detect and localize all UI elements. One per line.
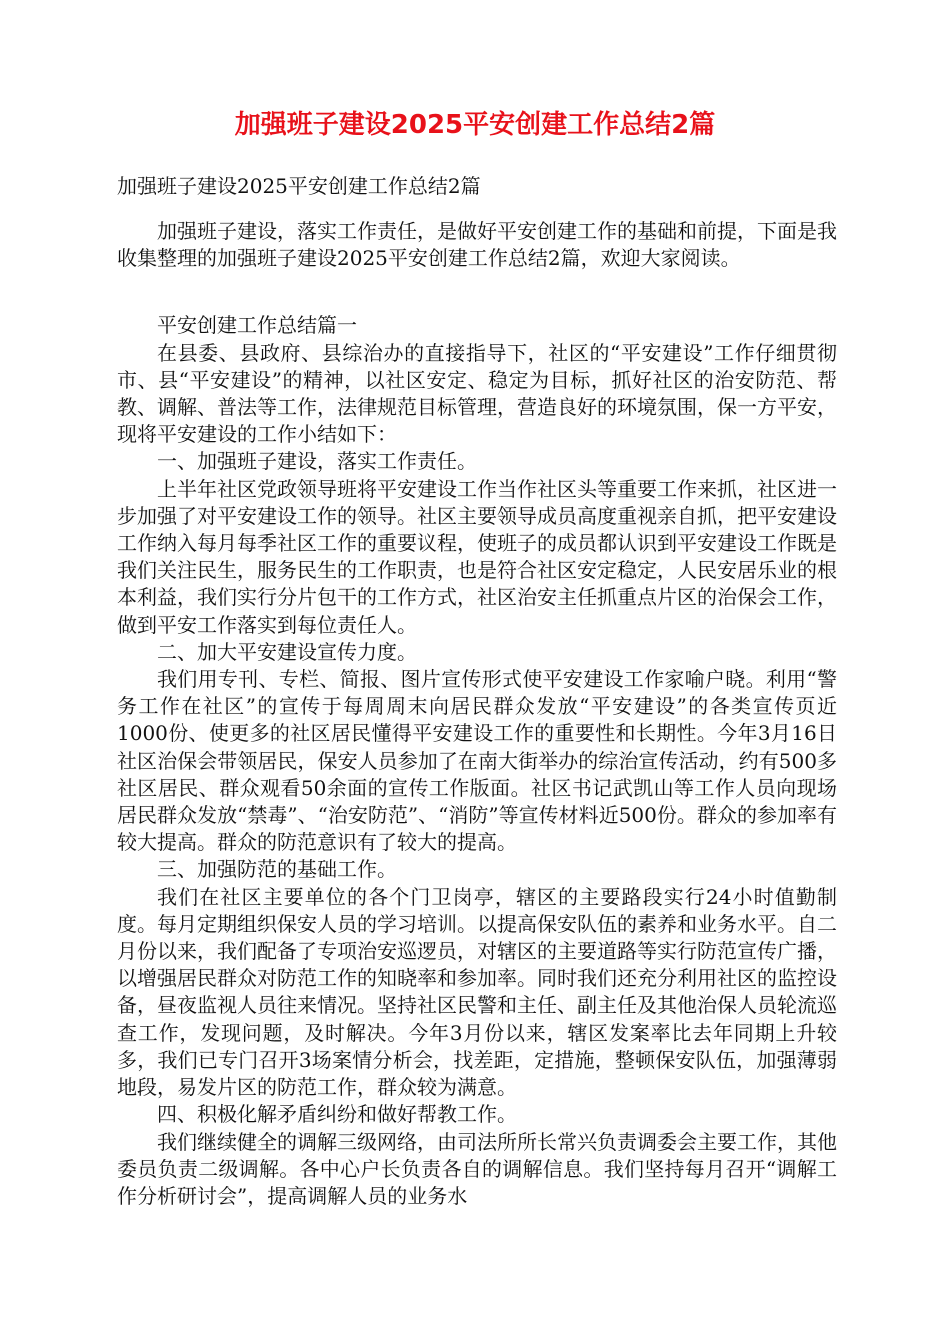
section-heading: 平安创建工作总结篇一 <box>157 313 357 338</box>
document-body <box>117 218 837 1210</box>
subheading: 一、加强班子建设，落实工作责任。 <box>157 449 477 474</box>
intro-paragraph: 加强班子建设，落实工作责任，是做好平安创建工作的基础和前提，下面是我收集整理的加强班子建设2025平安创建工作总结2篇，欢迎大家阅读。 <box>117 219 837 271</box>
body-paragraph: 上半年社区党政领导班将平安建设工作当作社区头等重要工作来抓，社区进一步加强了对平安建设工作的领导。社区主要领导成员高度重视亲自抓，把平安建设工作纳入每月每季社区工作的重要议程，使班子的成员都认识到平安建设工作既是我们关注民生，服务民生的工作职责，也是符合社区安定稳定，人民安居乐业的根本利益，我们实行分片包干的工作方式，社区治安主任抓重点片区的治保会工作，做到平安工作落实到每位责任人。 <box>117 476 837 637</box>
document-title: 加强班子建设2025平安创建工作总结2篇 <box>234 110 716 140</box>
subheading: 四、积极化解矛盾纠纷和做好帮教工作。 <box>157 1102 517 1127</box>
body-paragraph: 我们继续健全的调解三级网络，由司法所所长常兴负责调委会主要工作，其他委员负责二级调解。各中心户长负责各自的调解信息。我们坚持每月召开“调解工作分析研讨会”，提高调解人员的业务水 <box>117 1129 837 1208</box>
subheading: 三、加强防范的基础工作。 <box>157 857 397 882</box>
document-subtitle: 加强班子建设2025平安创建工作总结2篇 <box>117 174 481 198</box>
subheading: 二、加大平安建设宣传力度。 <box>157 639 417 664</box>
body-paragraph: 我们用专刊、专栏、简报、图片宣传形式使平安建设工作家喻户晓。利用“警务工作在社区”的宣传于每周周末向居民群众发放“平安建设”的各类宣传页近1000份、使更多的社区居民懂得平安建设工作的重要性和长期性。今年3月16日社区治保会带领居民，保安人员参加了在南大街举办的综治宣传活动，约有500多社区居民、群众观看50余面的宣传工作版面。社区书记武凯山等工作人员向现场居民群众发放“禁毒”、“治安防范”、“消防”等宣传材料近500份。群众的参加率有较大提高。群众的防范意识有了较大的提高。 <box>117 667 837 855</box>
body-paragraph: 在县委、县政府、县综治办的直接指导下，社区的“平安建设”工作仔细贯彻市、县“平安建设”的精神，以社区安定、稳定为目标，抓好社区的治安防范、帮教、调解、普法等工作，法律规范目标管理，营造良好的环境氛围，保一方平安，现将平安建设的工作小结如下： <box>117 340 837 447</box>
body-paragraph: 我们在社区主要单位的各个门卫岗亭，辖区的主要路段实行24小时值勤制度。每月定期组织保安人员的学习培训。以提高保安队伍的素养和业务水平。自二月份以来，我们配备了专项治安巡逻员，对辖区的主要道路等实行防范宣传广播，以增强居民群众对防范工作的知晓率和参加率。同时我们还充分利用社区的监控设备，昼夜监视人员往来情况。坚持社区民警和主任、副主任及其他治保人员轮流巡查工作，发现问题，及时解决。今年3月份以来，辖区发案率比去年同期上升较多，我们已专门召开3场案情分析会，找差距，定措施，整顿保安队伍，加强薄弱地段，易发片区的防范工作，群众较为满意。 <box>117 884 837 1100</box>
